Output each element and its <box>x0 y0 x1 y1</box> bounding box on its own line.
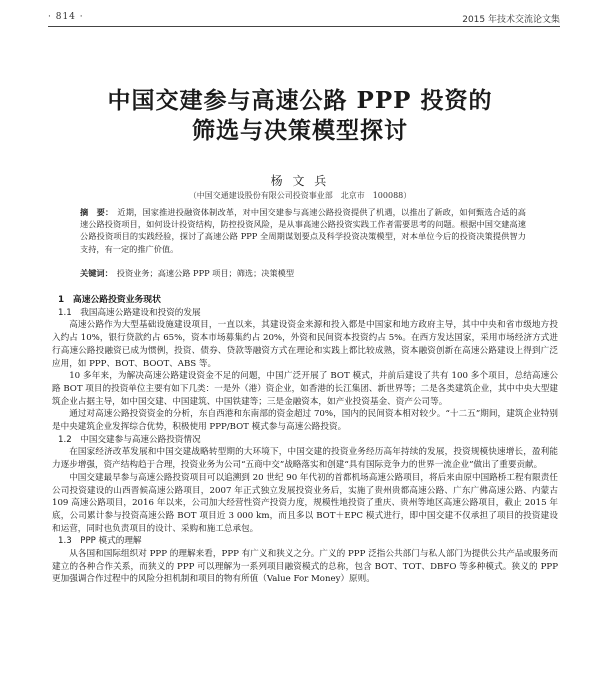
running-header <box>48 10 560 27</box>
page-number: · 814 · <box>48 12 84 22</box>
keywords-label: 关键词： <box>80 268 113 278</box>
section-heading-1-3: 1.3 PPP 模式的理解 <box>58 536 142 547</box>
journal-name: 2015 年技术交流论文集 <box>462 15 560 25</box>
title-line-1: 中国交建参与高速公路 PPP 投资的 <box>107 87 493 114</box>
keywords <box>80 267 526 279</box>
paper-title <box>40 86 560 146</box>
paragraph-5: 中国交建最早参与高速公路投资项目可以追溯到 20 世纪 90 年代初的首都机场高速公路项目，将后来由原中国路桥工程有限责任公司投资建设的山西晋候高速公路项目，2007 年正式独立发展投资业务后，实施了贵州贵都高速公路、广东广佛高速公路、内蒙古 109 高速公路项目，2016 年以来，公司加大经营性资产投资力度，规模性地投资了重庆、贵州等地区高速公路项目，截止 2015 年底，公司累计参与投资高速公路 BOT 项目近 3 000 km，而且多以 BOT＋EPC 模式进行，即中国交建不仅承担了项目的投资建设和运营，同时也负责项目的设计、采购和施工总承包。 <box>52 472 558 534</box>
author-name: 杨 文 兵 <box>270 174 330 188</box>
section-heading-1-2: 1.2 中国交建参与高速公路投资情况 <box>58 434 201 445</box>
body-text <box>52 294 558 586</box>
paragraph-3: 通过对高速公路投资资金的分析，东自西港和东南部的资金超过 70%，国内的民间资本相对较少。“十二五”期间，建筑企业特别是中央建筑企业发挥综合优势，积极使用 PPP/BOT 模式参与高速公路投资。 <box>52 409 558 433</box>
keywords-text: 投资业务；高速公路 PPP 项目；筛选；决策模型 <box>116 268 295 278</box>
paragraph-2: 10 多年来，为解决高速公路建设资金不足的问题，中国广泛开展了 BOT 模式，并前后建设了共有 100 多个项目，总结高速公路 BOT 项目的投资单位主要有如下几类：一是外（港）资企业，如香港的长江集团、新世界等；二是各类建筑企业，其中中央大型建筑企业占据主导，如中国交建、中国建筑、中国铁建等；三是金融资本，如产业投资基金、资产公司等。 <box>52 371 558 407</box>
paragraph-6: 从各国和国际组织对 PPP 的理解来看，PPP 有广义和狭义之分。广义的 PPP 泛指公共部门与私人部门为提供公共产品或服务而建立的各种合作关系，而狭义的 PPP 可以理解为一系列项目融资模式的总称，包含 BOT、TOT、DBFO 等多种模式。狭义的 PPP 更加强调合作过程中的风险分担机制和项目的物有所值（Value For Money）原则。 <box>52 549 558 585</box>
author-affiliation: （中国交通建设股份有限公司投资事业部 北京市 100088） <box>188 191 412 200</box>
abstract-text: 近期，国家推进投融资体制改革，对中国交建参与高速公路投资提供了机遇，以推出了新政，如何甄选合适的高速公路投资项目，如何设计投资结构，防控投资风险，是从事高速公路投资实践工作者需要思考的问题。根据中国交建高速公路投资项目的实践经验，探讨了高速公路 PPP 全周期谋划要点及科学投资决策模型，对本单位今后的投资决策提供智力支持，有一定的推广价值。 <box>80 207 526 254</box>
paragraph-1: 高速公路作为大型基础设施建设项目，一直以来，其建设资金来源和投入都是中国家和地方政府主导，其中中央和省市级地方投入约占 10%，银行贷款约占 65%，资本市场募集约占 20%，外资和民间资本投资约占 5%。在西方发达国家，采用市场经济方式进行高速公路投融资已成为惯例，投资、债券、贷款等融资方式在理论和实践上都比较成熟，资本融资创新在高速公路建设上得到广泛应用，如 PPP、BOT、BOOT、ABS 等。 <box>52 320 558 369</box>
title-line-2: 筛选与决策模型探讨 <box>192 117 408 144</box>
paragraph-4: 在国家经济改革发展和中国交建战略转型期的大环境下，中国交建的投资业务经历高年持续的发展，投资规模快速增长，盈利能力逐步增强，资产结构趋于合理，投资业务为公司“五商中交”战略落实和创建“具有国际竞争力的世界一流企业”做出了重要贡献。 <box>52 447 558 471</box>
abstract <box>80 206 526 255</box>
abstract-label: 摘 要： <box>80 207 114 217</box>
section-heading-1: 1 高速公路投资业务现状 <box>58 295 161 305</box>
section-heading-1-1: 1.1 我国高速公路建设和投资的发展 <box>58 307 201 318</box>
